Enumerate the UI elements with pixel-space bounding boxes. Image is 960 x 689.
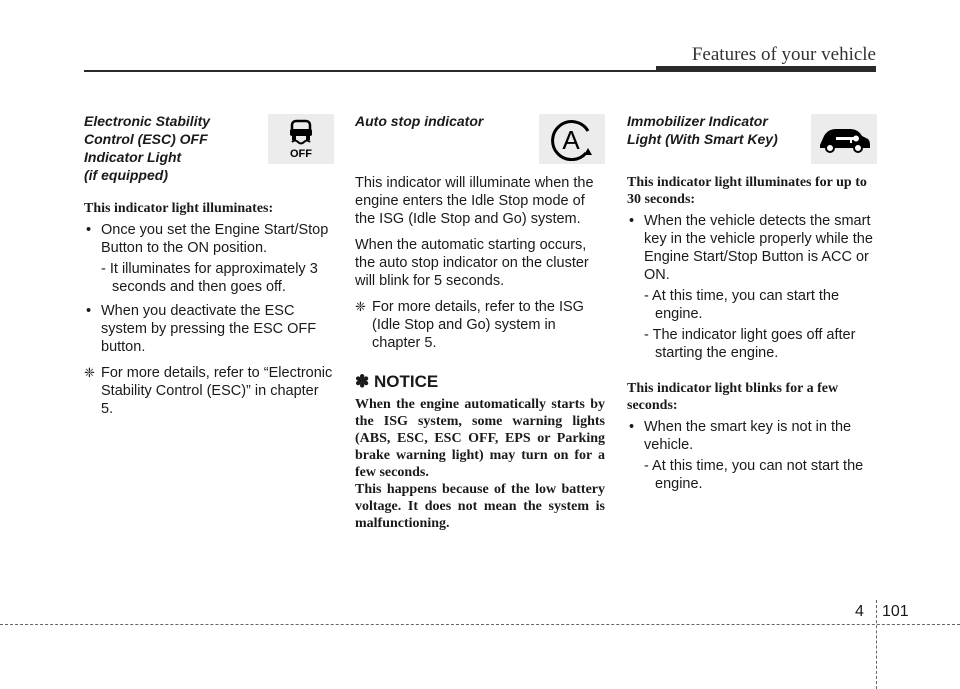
page-chapter: 4	[855, 603, 864, 620]
immobilizer-section	[627, 112, 877, 499]
immobilizer-bullet-2-sub: - At this time, you can not start the engine.	[644, 458, 864, 492]
esc-off-icon	[281, 118, 321, 160]
esc-off-note	[84, 364, 334, 418]
immobilizer-bullet-2	[627, 418, 877, 493]
immobilizer-bullet-1-text: When the vehicle detects the smart key in the vehicle properly while the Engine Start/Stop Button is ACC or ON.	[644, 213, 873, 283]
immobilizer-bullet-2-text: When the smart key is not in the vehicle.	[644, 419, 852, 453]
immobilizer-bullet-1	[627, 212, 877, 362]
immobilizer-intro-2: This indicator light blinks for a few seconds:	[627, 381, 839, 413]
footer-rule	[0, 624, 960, 625]
esc-off-bullet-1	[84, 221, 334, 296]
esc-off-bullet-1-sub: - It illuminates for approximately 3 seconds and then goes off.	[101, 261, 318, 295]
note-mark: ❈	[84, 365, 95, 380]
immobilizer-intro-1: This indicator light illuminates for up to 30 seconds:	[627, 175, 867, 207]
header-title: Features of your vehicle	[691, 44, 876, 65]
auto-stop-note-text: For more details, refer to the ISG (Idle Stop and Go) system in chapter 5.	[372, 299, 584, 351]
esc-off-section	[84, 112, 334, 418]
auto-stop-icon-label: A	[562, 125, 580, 155]
auto-stop-para-1: This indicator will illuminate when the engine enters the Idle Stop mode of the ISG (Idle Stop and Go) system.	[355, 175, 594, 227]
esc-off-icon-label: OFF	[290, 148, 312, 160]
auto-stop-note	[355, 298, 605, 352]
notice-title-text: NOTICE	[373, 372, 439, 391]
immobilizer-icon-box	[811, 114, 877, 164]
esc-off-note-text: For more details, refer to “Electronic Stability Control (ESC)” in chapter 5.	[101, 365, 333, 417]
notice-mark-icon: ✽	[355, 372, 370, 391]
auto-stop-section	[355, 112, 605, 532]
esc-off-heading: Electronic Stability Control (ESC) OFF Indicator Light (if equipped)	[84, 113, 211, 183]
auto-stop-heading: Auto stop indicator	[355, 113, 484, 129]
immobilizer-bullet-1-sub-2: - The indicator light goes off after starting the engine.	[644, 327, 856, 361]
note-mark: ❈	[355, 299, 366, 314]
esc-off-intro: This indicator light illuminates:	[84, 201, 274, 216]
auto-stop-icon	[548, 117, 596, 161]
footer-divider	[876, 600, 877, 689]
auto-stop-para-2: When the automatic starting occurs, the auto stop indicator on the cluster will blink for 5 seconds.	[355, 237, 589, 289]
esc-off-bullet-1-text: Once you set the Engine Start/Stop Button to the ON position.	[101, 222, 329, 256]
esc-off-bullet-2: • When you deactivate the ESC system by pressing the ESC OFF button.	[84, 302, 334, 356]
page-number: 101	[882, 603, 909, 620]
notice-title	[355, 372, 605, 392]
immobilizer-bullet-1-sub-1: - At this time, you can start the engine.	[644, 288, 840, 322]
esc-off-icon-box	[268, 114, 334, 164]
notice-text: When the engine automatically starts by the ISG system, some warning lights (ABS, ESC, ESC OFF, EPS or Parking brake warning light) may turn on for a few seconds. This happens because of the low battery voltage. It does not mean the system is malfunctioning.	[355, 397, 605, 531]
header-rule-accent	[656, 66, 876, 72]
immobilizer-heading: Immobilizer Indicator Light (With Smart Key)	[627, 113, 778, 147]
auto-stop-icon-box	[539, 114, 605, 164]
immobilizer-car-key-icon	[816, 123, 872, 155]
